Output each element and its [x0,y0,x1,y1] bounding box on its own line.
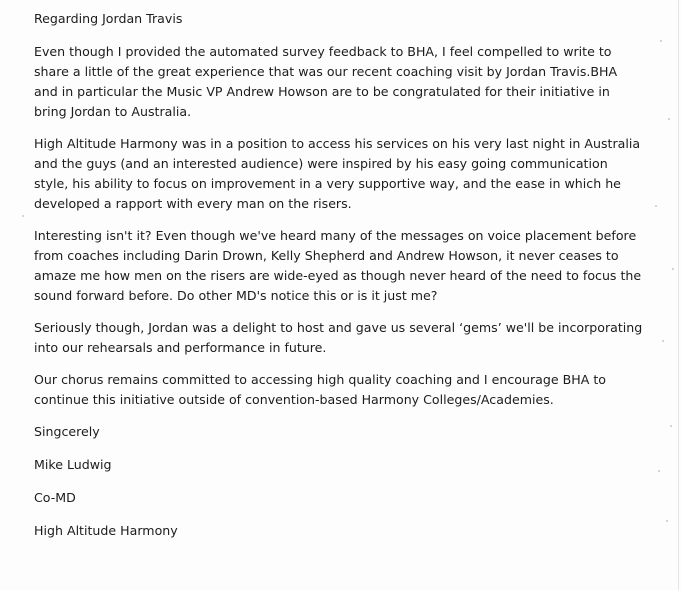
paragraph-coaching-visit: High Altitude Harmony was in a position to access his services on his very last night in Australia and the guys (and an interested audience) were inspired by his easy going communication style, his ability to focus on improvement in a very supportive way, and the ease in which he developed a rapport with every man on the risers. [34,136,641,211]
scan-speck [668,118,670,120]
signatory-title: Co-MD [34,490,76,505]
letter-subject: Regarding Jordan Travis [34,11,183,26]
letter-closing: Singcerely [34,424,100,439]
paragraph-feedback: Even though I provided the automated survey feedback to BHA, I feel compelled to write to share a little of the great experience that was our recent coaching visit by Jordan Travis.BHA and in particular the Music VP Andrew Howson are to be congratulated for their initiative in bring Jordan to Australia. [34,44,618,119]
signatory-org: High Altitude Harmony [34,523,178,538]
paragraph-voice-placement: Interesting isn't it? Even though we've heard many of the messages on voice placement before from coaches including Darin Drown, Kelly Shepherd and Andrew Howson, it never ceases to amaze me how men on the risers are wide-eyed as though never heard of the need to focus the sound forward before. Do other MD's notice this or is it just me? [34,228,642,303]
paragraph-gems: Seriously though, Jordan was a delight to host and gave us several ‘gems’ we'll be incorporating into our rehearsals and performance in future. [34,320,643,355]
scan-speck [662,340,664,342]
scan-speck [658,470,660,472]
signatory-name: Mike Ludwig [34,457,112,472]
scan-speck [660,40,662,42]
scan-speck [655,205,657,207]
scan-edge [678,0,679,590]
scan-speck [672,268,674,270]
scan-speck [670,425,672,427]
paragraph-commitment: Our chorus remains committed to accessing high quality coaching and I encourage BHA to continue this initiative outside of convention-based Harmony Colleges/Academies. [34,372,606,407]
scan-speck [666,520,668,522]
letter-body [34,9,644,554]
scan-speck [22,215,24,217]
